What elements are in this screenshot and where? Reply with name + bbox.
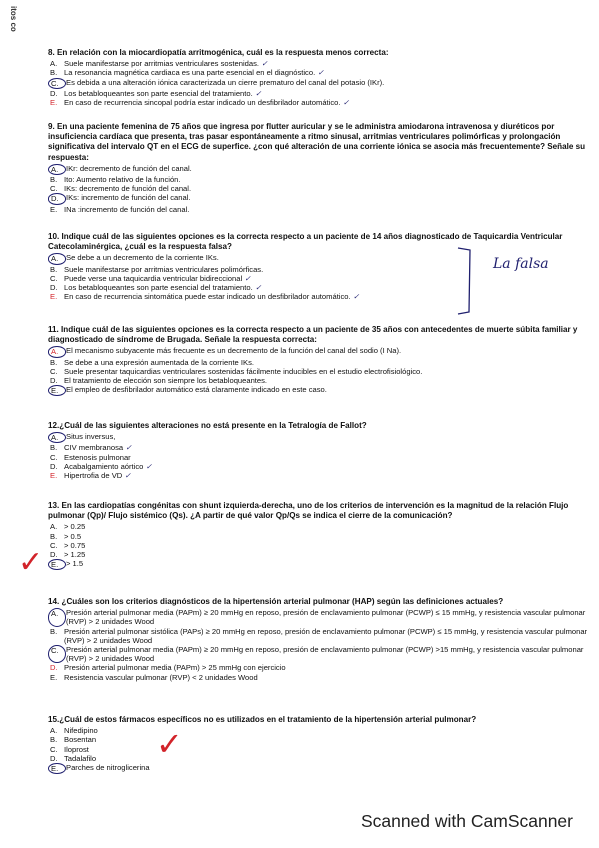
option-c[interactable]: C. > 0.75 bbox=[50, 540, 86, 550]
option-a[interactable]: A. > 0.25 bbox=[50, 522, 86, 532]
option-list bbox=[48, 346, 593, 396]
option-b[interactable]: B. Ito: Aumento relativo de la función. bbox=[50, 175, 181, 185]
question-8 bbox=[48, 48, 593, 122]
option-b[interactable]: B. Presión arterial pulmonar sistólica (PAPs) ≥ 20 mmHg en reposo, presión de enclavamiento pulmonar (PCWP) ≤ 15 mmHg, y resistencia vascular pulmonar (RVP) > 2 unidades Wood bbox=[50, 626, 588, 645]
option-c[interactable]: C. IKs: decremento de función del canal. bbox=[50, 184, 192, 194]
question-9 bbox=[48, 122, 593, 232]
question-stem: 9. En una paciente femenina de 75 años que ingresa por flutter auricular y se le administra amiodarona intravenosa y diuréticos por insuficiencia cardíaca que presenta, tras pasar espontáneamente a ritmo sinusal, arritmias ventriculares polimórficas y prolongación significativa del intervalo QT en el ECG de superfice. ¿con qué alteración de una corriente iónica se asocia más frecuentemente? Señale su respuesta: bbox=[48, 122, 586, 162]
question-13 bbox=[18, 501, 593, 597]
option-d[interactable]: D. IKs: incremento de función del canal. bbox=[48, 193, 593, 204]
option-list bbox=[48, 59, 593, 107]
option-c[interactable]: C. Presión arterial pulmonar media (PAPm) ≥ 20 mmHg en reposo, presión de enclavamiento pulmonar (PCWP) >15 mmHg, y resistencia vascular pulmonar (RVP) > 2 unidades Wood bbox=[48, 645, 593, 663]
option-c[interactable]: C. Iloprost bbox=[50, 744, 89, 754]
option-a[interactable]: A. Nifedipino bbox=[50, 726, 98, 736]
option-b[interactable]: B. Suele manifestarse por arritmias ventriculares polimórficas. bbox=[50, 264, 264, 274]
option-e[interactable]: E. En caso de recurrencia sintomática puede estar indicado un desfibrilador automático. ✓ bbox=[50, 292, 360, 302]
question-stem: 8. En relación con la miocardiopatía arritmogénica, cuál es la respuesta menos correcta: bbox=[48, 48, 389, 57]
handwritten-bracket bbox=[456, 246, 476, 316]
option-e[interactable]: E. > 1.5 bbox=[48, 559, 593, 570]
option-b[interactable]: B. La resonancia magnética cardiaca es una parte esencial en el diagnóstico. ✓ bbox=[50, 68, 324, 78]
option-d[interactable]: D. Los betabloqueantes son parte esencial del tratamiento. ✓ bbox=[50, 283, 262, 293]
option-a[interactable]: A. Presión arterial pulmonar media (PAPm) ≥ 20 mmHg en reposo, presión de enclavamiento pulmonar (PCWP) ≤ 15 mmHg, y resistencia vascular pulmonar (RVP) > 2 unidades Wood bbox=[48, 608, 593, 626]
option-e[interactable]: E. Parches de nitroglicerina bbox=[48, 763, 593, 774]
question-12 bbox=[48, 421, 593, 501]
option-d[interactable]: D. Los betabloqueantes son parte esencial del tratamiento. ✓ bbox=[50, 88, 262, 98]
option-a[interactable]: A. IKr: decremento de función del canal. bbox=[48, 164, 593, 175]
question-stem: 11. Indique cuál de las siguientes opciones es la correcta respecto a un paciente de 35 años con antecedentes de muerte súbita familiar y diagnosticado de síndrome de Brugada. Señale la respuesta correcta: bbox=[48, 325, 578, 345]
question-stem: 10. Indique cuál de las siguientes opciones es la correcta respecto a un paciente de 14 años diagnosticado de Taquicardia Ventricular Catecolaminérgica, ¿cuál es la respuesta falsa? bbox=[48, 232, 563, 252]
option-d[interactable]: D. Presión arterial pulmonar media (PAPm) > 25 mmHg con ejercicio bbox=[50, 663, 286, 673]
handwritten-note: La falsa bbox=[493, 256, 549, 272]
option-d[interactable]: D. > 1.25 bbox=[50, 550, 86, 560]
option-d[interactable]: D. Tadalafilo bbox=[50, 753, 97, 763]
option-b[interactable]: B. > 0.5 bbox=[50, 531, 82, 541]
option-a[interactable]: A. Suele manifestarse por arritmias ventriculares sostenidas. ✓ bbox=[50, 59, 268, 69]
option-list bbox=[48, 522, 593, 570]
option-list bbox=[48, 164, 593, 214]
option-b[interactable]: B. CIV membranosa ✓ bbox=[50, 443, 132, 453]
option-a[interactable]: A. El mecanismo subyacente más frecuente es un decremento de la función del canal del sodio (I Na). bbox=[48, 346, 593, 357]
option-e[interactable]: E. INa :incremento de función del canal. bbox=[50, 204, 190, 214]
question-14 bbox=[48, 597, 593, 715]
option-c[interactable]: C. Suele presentar taquicardias ventriculares sostenidas fácilmente inducibles en el estudio electrofisiológico. bbox=[50, 366, 423, 376]
option-c[interactable]: C. Puede verse una taquicardia ventricular bidireccional ✓ bbox=[50, 273, 251, 283]
option-list bbox=[48, 432, 593, 480]
option-d[interactable]: D. El tratamiento de elección son siempre los betabloqueantes. bbox=[50, 376, 268, 386]
question-15 bbox=[48, 715, 593, 775]
question-11 bbox=[48, 325, 593, 421]
corner-fragment: itos co bbox=[9, 6, 18, 32]
question-stem: 14. ¿Cuáles son los criterios diagnósticos de la hipertensión arterial pulmonar (HAP) según las definiciones actuales? bbox=[48, 597, 504, 606]
question-stem: 15.¿Cuál de estos fármacos específicos no es utilizados en el tratamiento de la hipertensión arterial pulmonar? bbox=[48, 715, 477, 724]
option-c[interactable]: C. Estenosis pulmonar bbox=[50, 452, 131, 462]
option-a[interactable]: A. Situs inversus, bbox=[48, 432, 593, 443]
option-list bbox=[48, 726, 593, 774]
question-10 bbox=[48, 232, 593, 325]
handwritten-check-mark: ✓ bbox=[18, 545, 44, 580]
scanner-watermark: Scanned with CamScanner bbox=[360, 811, 573, 831]
option-e[interactable]: E. El empleo de desfibrilador automático está claramente indicado en este caso. bbox=[48, 385, 593, 396]
handwritten-check-mark: ✓ bbox=[156, 725, 183, 763]
question-stem: 12.¿Cuál de las siguientes alteraciones no está presente en la Tetralogía de Fallot? bbox=[48, 421, 367, 430]
option-e[interactable]: E. En caso de recurrencia sincopal podría estar indicado un desfibrilador automático. ✓ bbox=[50, 98, 350, 108]
question-stem: 13. En las cardiopatías congénitas con shunt izquierda-derecha, uno de los criterios de intervención es la magnitud de la relación Flujo pulmonar (Qp)/ Flujo sistémico (Qs). ¿A partir de qué valor Qp/Qs se indica el cierre de la comunicación? bbox=[48, 501, 569, 521]
option-b[interactable]: B. Bosentan bbox=[50, 735, 97, 745]
option-list bbox=[48, 608, 593, 682]
option-c[interactable]: C. Es debida a una alteración iónica caracterizada un cierre prematuro del canal del potasio (IKr). bbox=[48, 78, 593, 89]
option-a[interactable]: A. Se debe a un decremento de la corriente IKs. bbox=[48, 253, 593, 264]
option-e[interactable]: E. Hipertrofia de VD ✓ bbox=[50, 471, 132, 481]
option-e[interactable]: E. Resistencia vascular pulmonar (RVP) < 2 unidades Wood bbox=[50, 672, 258, 682]
option-b[interactable]: B. Se debe a una expresión aumentada de la corriente IKs. bbox=[50, 357, 254, 367]
option-d[interactable]: D. Acabalgamiento aórtico ✓ bbox=[50, 461, 153, 471]
exam-page bbox=[18, 48, 593, 775]
